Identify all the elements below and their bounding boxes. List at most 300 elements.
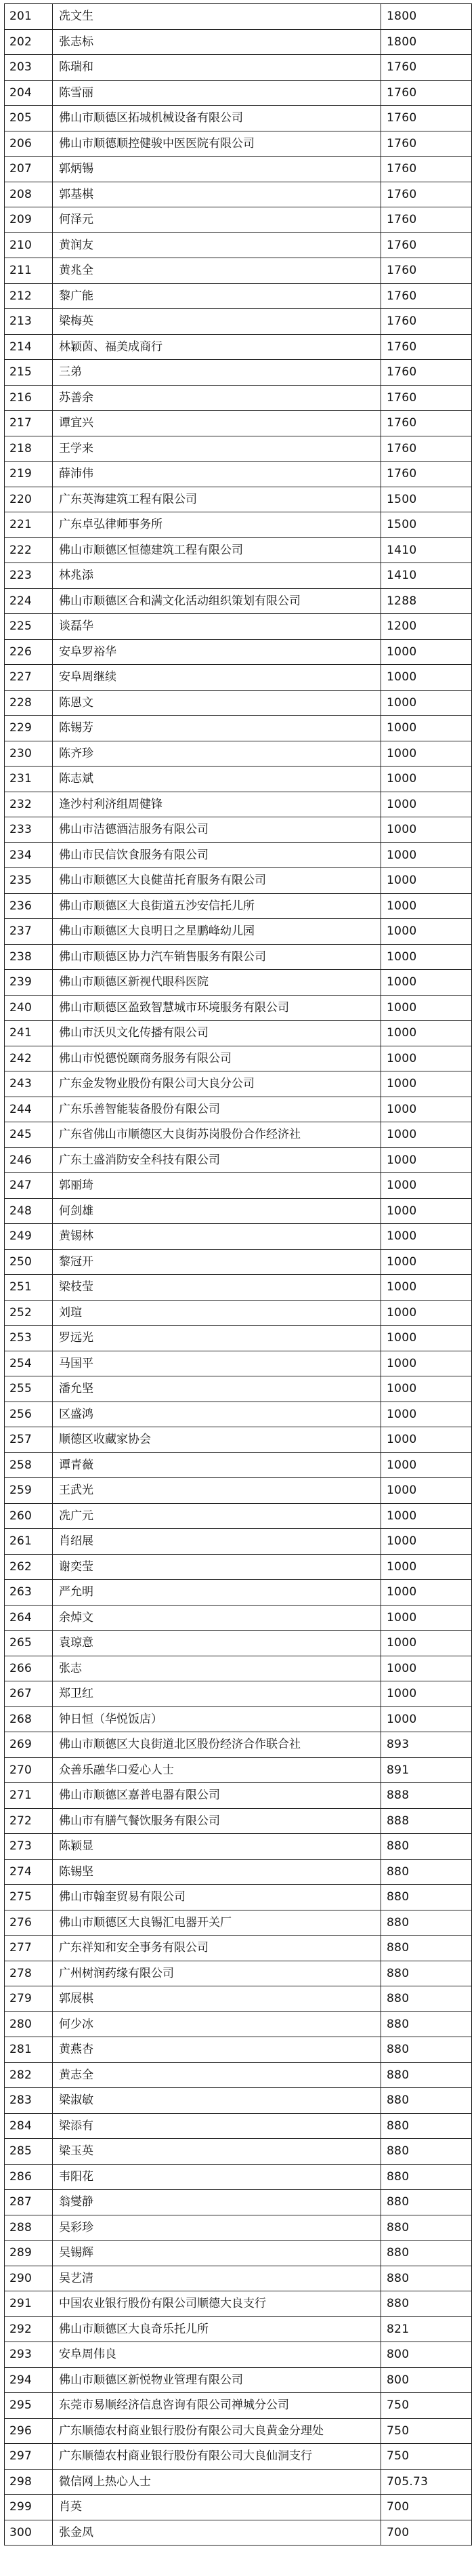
donor-name: 冼广元 [53, 1503, 381, 1529]
donation-amount: 1760 [381, 334, 472, 360]
donation-amount: 1000 [381, 1427, 472, 1453]
donor-name: 安阜周伟良 [53, 2342, 381, 2368]
donation-amount: 1760 [381, 436, 472, 462]
donor-name: 王学来 [53, 436, 381, 462]
table-row [5, 893, 472, 919]
row-number: 228 [5, 690, 53, 716]
row-number: 294 [5, 2367, 53, 2393]
row-number: 255 [5, 1376, 53, 1402]
donation-amount: 1000 [381, 1376, 472, 1402]
donor-name: 佛山市顺德顺控健骏中医医院有限公司 [53, 131, 381, 157]
table-row [5, 157, 472, 182]
table-row [5, 1936, 472, 1961]
row-number: 231 [5, 766, 53, 792]
donor-name: 薛沛伟 [53, 462, 381, 487]
donation-amount: 800 [381, 2342, 472, 2368]
table-row [5, 1529, 472, 1555]
table-row [5, 919, 472, 945]
row-number: 277 [5, 1936, 53, 1961]
table-row [5, 1326, 472, 1351]
donation-amount: 1760 [381, 106, 472, 131]
donor-name: 张金凤 [53, 2520, 381, 2546]
table-row [5, 1681, 472, 1707]
donor-name: 广东乐善智能装备股份有限公司 [53, 1097, 381, 1122]
row-number: 239 [5, 970, 53, 996]
row-number: 234 [5, 842, 53, 868]
table-row [5, 1706, 472, 1732]
donation-amount: 880 [381, 2062, 472, 2088]
row-number: 287 [5, 2190, 53, 2215]
table-row [5, 2011, 472, 2037]
donor-name: 陈锡坚 [53, 1859, 381, 1885]
donor-name: 安阜罗裕华 [53, 639, 381, 665]
row-number: 218 [5, 436, 53, 462]
donor-name: 郑卫红 [53, 1681, 381, 1707]
donation-amount: 880 [381, 2164, 472, 2190]
table-row [5, 309, 472, 335]
table-row [5, 944, 472, 970]
donation-amount: 705.73 [381, 2469, 472, 2495]
donation-amount: 1760 [381, 462, 472, 487]
donation-amount: 880 [381, 1859, 472, 1885]
donor-name: 黄志全 [53, 2062, 381, 2088]
table-row [5, 1885, 472, 1910]
donation-amount: 1000 [381, 1046, 472, 1071]
row-number: 257 [5, 1427, 53, 1453]
donor-name: 佛山市顺德区大良明日之星鹏峰幼儿园 [53, 919, 381, 945]
donor-name: 佛山市顺德区新视代眼科医院 [53, 970, 381, 996]
row-number: 261 [5, 1529, 53, 1555]
donation-amount: 880 [381, 2215, 472, 2241]
donor-name: 潘允坚 [53, 1376, 381, 1402]
row-number: 278 [5, 1961, 53, 1986]
donor-name: 苏善余 [53, 385, 381, 411]
donor-name: 佛山市顺德区协力汽车销售服务有限公司 [53, 944, 381, 970]
donor-name: 佛山市顺德区大良奇乐托儿所 [53, 2316, 381, 2342]
row-number: 211 [5, 258, 53, 284]
row-number: 265 [5, 1631, 53, 1656]
row-number: 288 [5, 2215, 53, 2241]
donor-name: 刘瑄 [53, 1300, 381, 1326]
table-row [5, 1224, 472, 1250]
donation-amount: 1000 [381, 1681, 472, 1707]
donor-name: 梁玉英 [53, 2139, 381, 2165]
table-row [5, 80, 472, 106]
table-row [5, 131, 472, 157]
donation-amount: 880 [381, 2139, 472, 2165]
donor-name: 陈齐珍 [53, 741, 381, 766]
row-number: 224 [5, 588, 53, 614]
donor-name: 吴彩珍 [53, 2215, 381, 2241]
row-number: 202 [5, 29, 53, 55]
row-number: 259 [5, 1478, 53, 1504]
donation-amount: 1000 [381, 919, 472, 945]
table-row [5, 1656, 472, 1681]
donation-amount: 1000 [381, 1326, 472, 1351]
table-row [5, 1986, 472, 2012]
row-number: 264 [5, 1605, 53, 1631]
row-number: 251 [5, 1275, 53, 1301]
donation-amount: 1760 [381, 80, 472, 106]
donation-amount: 880 [381, 1910, 472, 1936]
row-number: 243 [5, 1071, 53, 1097]
table-row [5, 2266, 472, 2291]
row-number: 232 [5, 792, 53, 817]
row-number: 281 [5, 2037, 53, 2063]
donor-name: 中国农业银行股份有限公司顺德大良支行 [53, 2291, 381, 2317]
donation-amount: 1000 [381, 1249, 472, 1275]
row-number: 238 [5, 944, 53, 970]
table-row [5, 665, 472, 691]
row-number: 207 [5, 157, 53, 182]
table-row [5, 1732, 472, 1758]
table-row [5, 1021, 472, 1046]
table-row [5, 1961, 472, 1986]
donation-amount: 1000 [381, 1351, 472, 1376]
table-row [5, 614, 472, 640]
table-row [5, 411, 472, 436]
table-row [5, 232, 472, 258]
row-number: 240 [5, 995, 53, 1021]
row-number: 244 [5, 1097, 53, 1122]
donation-amount: 700 [381, 2520, 472, 2546]
row-number: 245 [5, 1122, 53, 1148]
donor-name: 安阜周继续 [53, 665, 381, 691]
row-number: 233 [5, 817, 53, 843]
donation-amount: 1000 [381, 1402, 472, 1427]
donor-name: 吴锡辉 [53, 2241, 381, 2266]
row-number: 206 [5, 131, 53, 157]
donor-name: 张志 [53, 1656, 381, 1681]
table-row [5, 2088, 472, 2114]
donation-amount: 1500 [381, 487, 472, 512]
donor-name: 佛山市顺德区合和满文化活动组织策划有限公司 [53, 588, 381, 614]
donation-amount: 1000 [381, 1198, 472, 1224]
row-number: 254 [5, 1351, 53, 1376]
table-row [5, 563, 472, 589]
donation-amount: 1760 [381, 258, 472, 284]
donor-name: 吴艺清 [53, 2266, 381, 2291]
table-row [5, 2037, 472, 2063]
row-number: 230 [5, 741, 53, 766]
row-number: 209 [5, 207, 53, 233]
table-row [5, 182, 472, 207]
table-row [5, 2062, 472, 2088]
row-number: 205 [5, 106, 53, 131]
row-number: 210 [5, 232, 53, 258]
table-row [5, 1071, 472, 1097]
row-number: 297 [5, 2444, 53, 2470]
donor-name: 罗远光 [53, 1326, 381, 1351]
donation-amount: 1800 [381, 29, 472, 55]
table-row [5, 2367, 472, 2393]
row-number: 219 [5, 462, 53, 487]
donor-name: 佛山市顺德区嘉普电器有限公司 [53, 1783, 381, 1809]
row-number: 208 [5, 182, 53, 207]
donation-amount: 880 [381, 2241, 472, 2266]
donation-amount: 1760 [381, 385, 472, 411]
table-row [5, 1046, 472, 1071]
donation-amount: 1000 [381, 1656, 472, 1681]
row-number: 290 [5, 2266, 53, 2291]
table-row [5, 283, 472, 309]
donation-amount: 800 [381, 2367, 472, 2393]
table-row [5, 1122, 472, 1148]
row-number: 295 [5, 2393, 53, 2419]
donor-name: 严允明 [53, 1580, 381, 1606]
donation-amount: 821 [381, 2316, 472, 2342]
donation-amount: 700 [381, 2495, 472, 2520]
donation-amount: 1000 [381, 716, 472, 741]
donation-amount: 1000 [381, 639, 472, 665]
donor-name: 佛山市顺德区恒德建筑工程有限公司 [53, 537, 381, 563]
table-row [5, 258, 472, 284]
row-number: 296 [5, 2418, 53, 2444]
donor-name: 佛山市有膳气餐饮服务有限公司 [53, 1808, 381, 1834]
table-row [5, 2393, 472, 2419]
table-row [5, 1300, 472, 1326]
row-number: 270 [5, 1757, 53, 1783]
row-number: 227 [5, 665, 53, 691]
row-number: 275 [5, 1885, 53, 1910]
donation-amount: 1000 [381, 1071, 472, 1097]
table-row [5, 842, 472, 868]
donation-amount: 893 [381, 1732, 472, 1758]
row-number: 276 [5, 1910, 53, 1936]
table-row [5, 1808, 472, 1834]
row-number: 204 [5, 80, 53, 106]
donor-name: 黄燕杏 [53, 2037, 381, 2063]
donor-name: 何少冰 [53, 2011, 381, 2037]
donation-amount: 1000 [381, 1580, 472, 1606]
row-number: 271 [5, 1783, 53, 1809]
donation-amount: 1000 [381, 1097, 472, 1122]
donation-amount: 1000 [381, 1706, 472, 1732]
table-row [5, 1478, 472, 1504]
donation-amount: 1500 [381, 512, 472, 538]
donor-name: 王武光 [53, 1478, 381, 1504]
donor-name: 谭宜兴 [53, 411, 381, 436]
donor-name: 黄润友 [53, 232, 381, 258]
donor-name: 冼文生 [53, 4, 381, 30]
donor-name: 林兆添 [53, 563, 381, 589]
table-row [5, 2241, 472, 2266]
donation-amount: 880 [381, 2113, 472, 2139]
row-number: 263 [5, 1580, 53, 1606]
donor-name: 逢沙村利济组周健锋 [53, 792, 381, 817]
table-row [5, 1249, 472, 1275]
donor-name: 谢奕莹 [53, 1554, 381, 1580]
donor-name: 微信网上热心人士 [53, 2469, 381, 2495]
donor-name: 佛山市顺德区大良街道五沙安信托儿所 [53, 893, 381, 919]
row-number: 250 [5, 1249, 53, 1275]
table-row [5, 2291, 472, 2317]
row-number: 253 [5, 1326, 53, 1351]
row-number: 273 [5, 1834, 53, 1860]
donor-name: 谈磊华 [53, 614, 381, 640]
donor-name: 黎冠开 [53, 1249, 381, 1275]
donation-amount: 1000 [381, 995, 472, 1021]
row-number: 293 [5, 2342, 53, 2368]
table-row [5, 2139, 472, 2165]
row-number: 215 [5, 360, 53, 386]
donation-amount: 888 [381, 1808, 472, 1834]
table-row [5, 1783, 472, 1809]
donor-name: 广东金发物业股份有限公司大良分公司 [53, 1071, 381, 1097]
table-row [5, 2342, 472, 2368]
donation-amount: 1000 [381, 1503, 472, 1529]
donor-name: 林颖茵、福美成商行 [53, 334, 381, 360]
row-number: 248 [5, 1198, 53, 1224]
donor-name: 郭丽琦 [53, 1173, 381, 1199]
donation-amount: 1000 [381, 1021, 472, 1046]
table-row [5, 2316, 472, 2342]
row-number: 298 [5, 2469, 53, 2495]
table-row [5, 1757, 472, 1783]
table-row [5, 1910, 472, 1936]
row-number: 256 [5, 1402, 53, 1427]
row-number: 262 [5, 1554, 53, 1580]
row-number: 272 [5, 1808, 53, 1834]
table-row [5, 970, 472, 996]
table-row [5, 2190, 472, 2215]
table-row [5, 487, 472, 512]
table-row [5, 690, 472, 716]
table-row [5, 588, 472, 614]
donor-name: 陈恩文 [53, 690, 381, 716]
donor-name: 佛山市顺德区拓城机械设备有限公司 [53, 106, 381, 131]
donor-name: 佛山市洁德酒洁服务有限公司 [53, 817, 381, 843]
donation-amount: 1000 [381, 1605, 472, 1631]
donation-amount: 1000 [381, 1529, 472, 1555]
donor-name: 郭展棋 [53, 1986, 381, 2012]
row-number: 285 [5, 2139, 53, 2165]
table-row [5, 2113, 472, 2139]
row-number: 221 [5, 512, 53, 538]
row-number: 223 [5, 563, 53, 589]
row-number: 216 [5, 385, 53, 411]
donation-amount: 1760 [381, 283, 472, 309]
donation-amount: 1000 [381, 1122, 472, 1148]
donor-name: 佛山市顺德区大良街道北区股份经济合作联合社 [53, 1732, 381, 1758]
row-number: 266 [5, 1656, 53, 1681]
donation-amount: 880 [381, 2266, 472, 2291]
table-row [5, 639, 472, 665]
row-number: 299 [5, 2495, 53, 2520]
donation-amount: 1410 [381, 537, 472, 563]
row-number: 292 [5, 2316, 53, 2342]
donation-amount: 1000 [381, 1631, 472, 1656]
table-row [5, 766, 472, 792]
donor-name: 张志标 [53, 29, 381, 55]
donor-name: 何剑雄 [53, 1198, 381, 1224]
donor-name: 佛山市民信饮食服务有限公司 [53, 842, 381, 868]
row-number: 201 [5, 4, 53, 30]
row-number: 229 [5, 716, 53, 741]
table-row [5, 2164, 472, 2190]
donor-name: 陈锡芳 [53, 716, 381, 741]
row-number: 242 [5, 1046, 53, 1071]
table-row [5, 1605, 472, 1631]
donor-name: 袁琼意 [53, 1631, 381, 1656]
row-number: 269 [5, 1732, 53, 1758]
table-row [5, 716, 472, 741]
table-row [5, 2444, 472, 2470]
donation-amount: 1000 [381, 1452, 472, 1478]
donation-amount: 1000 [381, 1300, 472, 1326]
table-row [5, 1402, 472, 1427]
table-row [5, 2215, 472, 2241]
row-number: 217 [5, 411, 53, 436]
donation-amount: 1760 [381, 309, 472, 335]
table-row [5, 1580, 472, 1606]
row-number: 283 [5, 2088, 53, 2114]
table-row [5, 462, 472, 487]
table-row [5, 360, 472, 386]
donation-amount: 1000 [381, 741, 472, 766]
donor-name: 马国平 [53, 1351, 381, 1376]
donation-amount: 1000 [381, 1173, 472, 1199]
table-row [5, 1631, 472, 1656]
donation-amount: 1000 [381, 665, 472, 691]
donor-name: 广东祥知和安全事务有限公司 [53, 1936, 381, 1961]
donation-amount: 1760 [381, 207, 472, 233]
row-number: 282 [5, 2062, 53, 2088]
table-row [5, 2495, 472, 2520]
table-row [5, 1452, 472, 1478]
table-row [5, 995, 472, 1021]
row-number: 246 [5, 1147, 53, 1173]
donor-name: 钟日恒（华悦饭店） [53, 1706, 381, 1732]
table-row [5, 537, 472, 563]
table-row [5, 1147, 472, 1173]
donation-amount: 1000 [381, 1554, 472, 1580]
donation-amount: 1288 [381, 588, 472, 614]
table-row [5, 55, 472, 81]
row-number: 252 [5, 1300, 53, 1326]
table-row [5, 741, 472, 766]
donor-name: 梁淑敏 [53, 2088, 381, 2114]
donor-name: 肖英 [53, 2495, 381, 2520]
donation-amount: 1000 [381, 1147, 472, 1173]
donor-name: 谭青薇 [53, 1452, 381, 1478]
donation-amount: 1000 [381, 1224, 472, 1250]
table-row [5, 1198, 472, 1224]
donation-amount: 1000 [381, 766, 472, 792]
donor-name: 区盛鸿 [53, 1402, 381, 1427]
donation-amount: 1760 [381, 411, 472, 436]
donation-amount: 880 [381, 1834, 472, 1860]
donor-name: 顺德区收藏家协会 [53, 1427, 381, 1453]
donation-amount: 750 [381, 2444, 472, 2470]
table-row [5, 1351, 472, 1376]
donor-name: 广东顺德农村商业银行股份有限公司大良仙洞支行 [53, 2444, 381, 2470]
donor-name: 广东土盛消防安全科技有限公司 [53, 1147, 381, 1173]
row-number: 225 [5, 614, 53, 640]
table-row [5, 1275, 472, 1301]
row-number: 284 [5, 2113, 53, 2139]
donor-name: 东莞市易顺经济信息咨询有限公司禅城分公司 [53, 2393, 381, 2419]
donor-name: 梁添有 [53, 2113, 381, 2139]
row-number: 267 [5, 1681, 53, 1707]
table-row [5, 1859, 472, 1885]
donation-amount: 1760 [381, 232, 472, 258]
table-row [5, 1376, 472, 1402]
table-row [5, 512, 472, 538]
row-number: 286 [5, 2164, 53, 2190]
row-number: 214 [5, 334, 53, 360]
donor-name: 广东卓弘律师事务所 [53, 512, 381, 538]
